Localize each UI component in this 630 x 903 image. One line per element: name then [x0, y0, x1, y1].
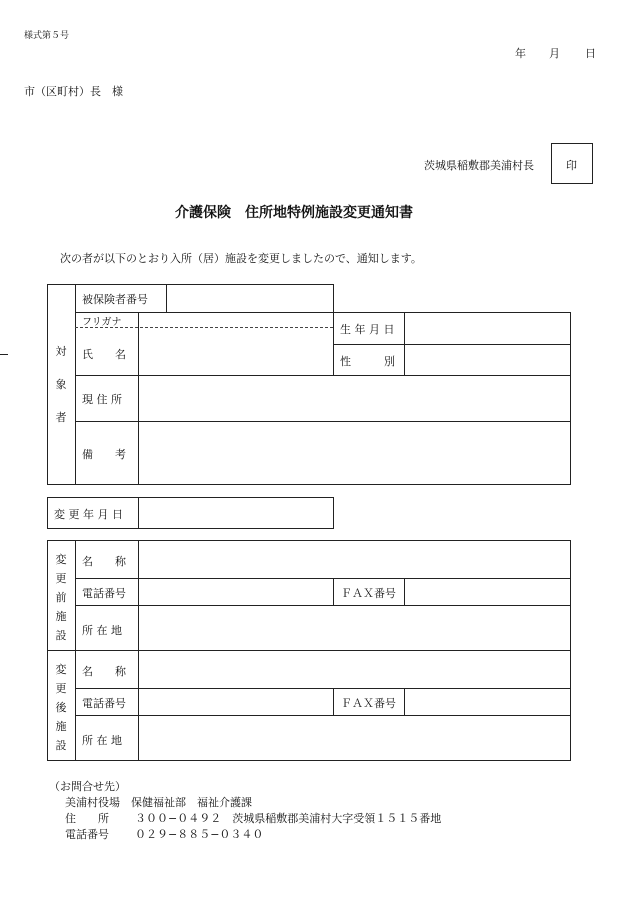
- contact-office: 美浦村役場 保健福祉部 福祉介護課: [65, 796, 252, 809]
- seal-box: [551, 143, 593, 184]
- after-fax-divider-right: [404, 688, 405, 715]
- after-address-label: 所 在 地: [82, 734, 122, 747]
- remarks-label: 備 考: [82, 448, 126, 461]
- insured-number-input[interactable]: [168, 286, 335, 312]
- subject-row-line-2: [75, 375, 571, 376]
- insured-number-divider: [166, 284, 167, 312]
- birth-date-input[interactable]: [406, 314, 572, 344]
- before-address-input[interactable]: [140, 607, 572, 650]
- subject-side-label: 対 象 者: [55, 345, 67, 424]
- contact-phone-value: ０２９−８８５−０３４０: [135, 828, 264, 841]
- after-side-label: 変 更 後 施 設: [55, 663, 67, 752]
- after-fax-input[interactable]: [406, 690, 572, 715]
- after-phone-input[interactable]: [140, 690, 335, 715]
- before-fax-divider-right: [404, 578, 405, 605]
- change-date-input[interactable]: [140, 499, 335, 529]
- subject-row-line-3: [75, 421, 571, 422]
- contact-address-label: 住 所: [65, 812, 109, 825]
- change-date-divider: [138, 497, 139, 529]
- contact-heading: （お問合せ先）: [49, 780, 126, 793]
- furigana-input[interactable]: [140, 313, 335, 328]
- before-fax-label: ＦＡＸ番号: [341, 587, 396, 600]
- current-address-label: 現 住 所: [82, 393, 122, 406]
- before-phone-label: 電話番号: [82, 587, 126, 600]
- after-name-label: 名 称: [82, 665, 126, 678]
- margin-tick: [0, 354, 8, 355]
- before-name-label: 名 称: [82, 555, 126, 568]
- after-fax-label: ＦＡＸ番号: [341, 697, 396, 710]
- birth-gender-split: [333, 344, 571, 345]
- gender-label: 性 別: [340, 355, 395, 368]
- seal-label: 印: [566, 159, 577, 172]
- contact-address-value: ３００−０４９２ 茨城県稲敷郡美浦村大字受領１５１５番地: [135, 812, 442, 825]
- subject-label-divider: [138, 312, 139, 485]
- intro-text: 次の者が以下のとおり入所（居）施設を変更しましたので、通知します。: [60, 252, 422, 265]
- after-row-line-2: [75, 715, 571, 716]
- current-address-input[interactable]: [140, 377, 572, 421]
- after-address-input[interactable]: [140, 717, 572, 761]
- date-day-label: 日: [585, 47, 596, 60]
- contact-phone-label: 電話番号: [65, 828, 109, 841]
- change-date-label: 変 更 年 月 日: [54, 508, 123, 521]
- before-address-label: 所 在 地: [82, 624, 122, 637]
- before-row-line-2: [75, 605, 571, 606]
- furigana-label: フリガナ: [82, 317, 122, 328]
- before-after-split: [47, 650, 571, 651]
- name-input[interactable]: [140, 329, 335, 375]
- addressee: 市（区町村）長 様: [24, 85, 123, 98]
- before-row-line-1: [75, 578, 571, 579]
- date-year-label: 年: [515, 47, 526, 60]
- insured-number-label: 被保険者番号: [82, 293, 148, 306]
- after-name-input[interactable]: [140, 652, 572, 688]
- name-label: 氏 名: [82, 348, 126, 361]
- gender-input[interactable]: [406, 346, 572, 375]
- form-number: 様式第５号: [24, 31, 70, 41]
- remarks-input[interactable]: [140, 423, 572, 486]
- subject-right-top: [333, 312, 571, 313]
- before-phone-input[interactable]: [140, 580, 335, 605]
- subject-table-top-right: [47, 284, 334, 285]
- page-title: 介護保険 住所地特例施設変更通知書: [175, 205, 413, 221]
- after-row-line-1: [75, 688, 571, 689]
- before-side-label: 変 更 前 施 設: [55, 553, 67, 642]
- date-month-label: 月: [549, 47, 560, 60]
- after-phone-label: 電話番号: [82, 697, 126, 710]
- before-fax-input[interactable]: [406, 580, 572, 605]
- birth-date-label: 生 年 月 日: [340, 323, 395, 336]
- before-name-input[interactable]: [140, 542, 572, 578]
- subject-side-divider: [75, 284, 76, 485]
- sender-name: 茨城県稲敷郡美浦村長: [424, 159, 534, 172]
- subject-left-edge: [47, 284, 48, 485]
